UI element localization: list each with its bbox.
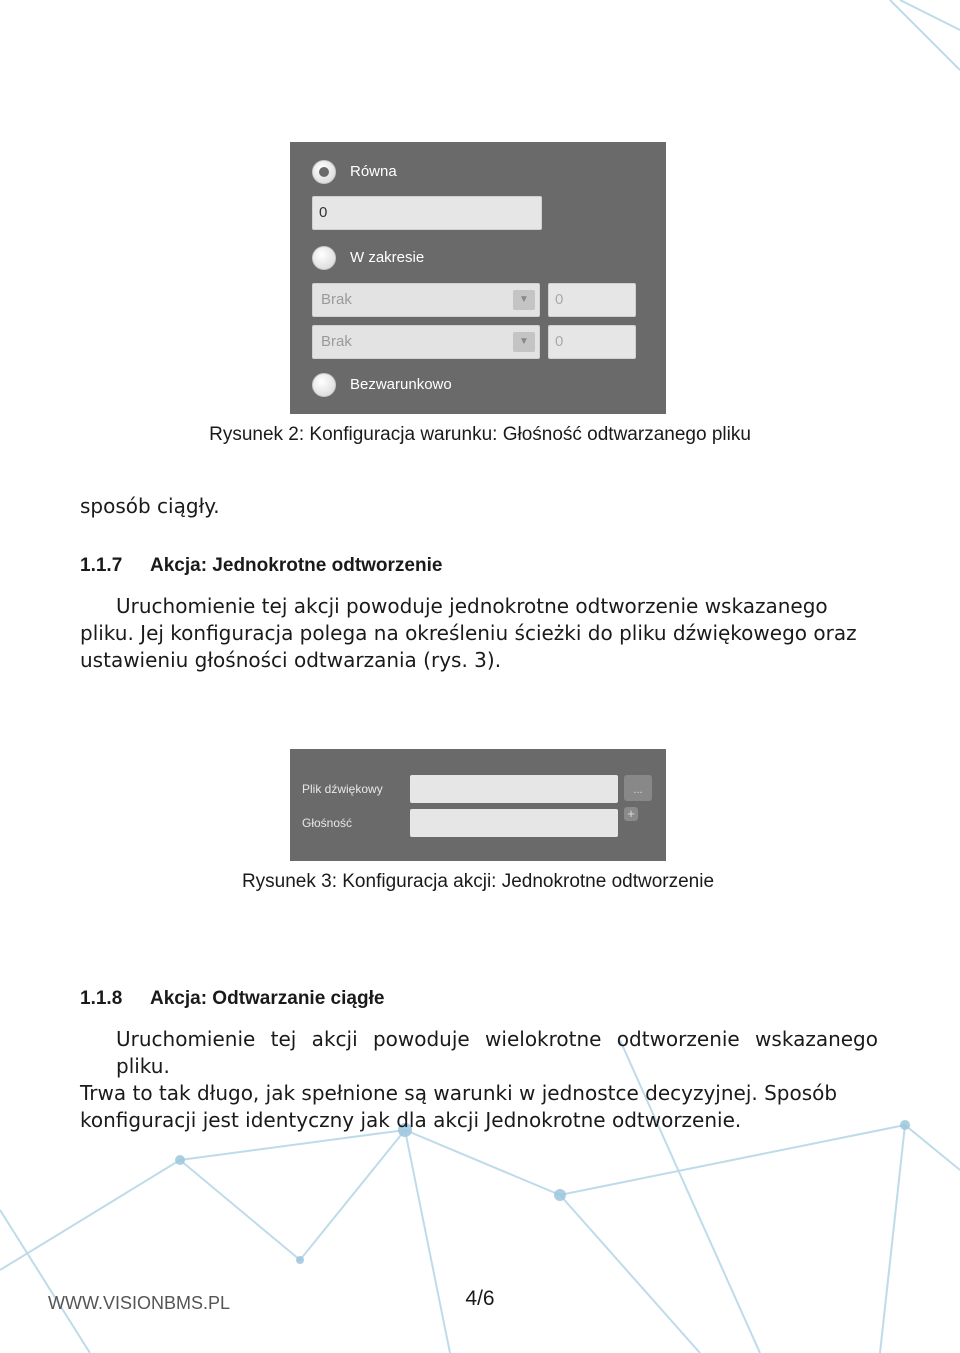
range-min-select-value: Brak — [321, 291, 352, 308]
section-117-paragraph — [80, 593, 878, 674]
section-118-line: Uruchomienie tej akcji powoduje wielokrotne odtworzenie wskazanego pliku. — [116, 1027, 878, 1078]
figure2-caption: Rysunek 2: Konfiguracja warunku: Głośność odtwarzanego pliku — [209, 424, 751, 445]
chevron-down-icon: ▼ — [513, 332, 535, 352]
section-117-number: 1.1.7 — [80, 555, 123, 576]
website-logo: WWW.VISIONBMS.PL — [48, 1293, 231, 1313]
section-117-title: Akcja: Jednokrotne odtworzenie — [150, 555, 443, 576]
section-118-line: konfiguracji jest identyczny jak dla akcji Jednokrotne odtworzenie. — [80, 1108, 742, 1132]
volume-input[interactable] — [410, 809, 618, 837]
plus-icon[interactable]: + — [624, 807, 638, 821]
radio-equal-label: Równa — [350, 163, 397, 180]
section-117-heading — [80, 555, 442, 577]
range-min-select[interactable] — [312, 283, 540, 317]
section-117-line: Uruchomienie tej akcji powoduje jednokrotne odtworzenie wskazanego — [116, 594, 828, 618]
range-max-value-input[interactable]: 0 — [548, 325, 636, 359]
page-number: 4/6 — [465, 1287, 495, 1310]
section-118-paragraph — [80, 1026, 878, 1134]
section-117-line: pliku. Jej konfiguracja polega na określeniu ścieżki do pliku dźwiękowego oraz — [80, 621, 857, 645]
browse-button[interactable]: ... — [624, 775, 652, 801]
figure3-caption: Rysunek 3: Konfiguracja akcji: Jednokrotne odtworzenie — [241, 871, 715, 892]
continuation-text: sposób ciągły. — [80, 494, 220, 518]
sound-file-input[interactable] — [410, 775, 618, 803]
sound-action-panel — [290, 749, 666, 861]
chevron-down-icon: ▼ — [513, 290, 535, 310]
radio-unconditional-label: Bezwarunkowo — [350, 376, 452, 393]
section-118-number: 1.1.8 — [80, 988, 123, 1009]
range-max-select[interactable] — [312, 325, 540, 359]
radio-range[interactable] — [312, 246, 336, 270]
sound-file-label: Plik dźwiękowy — [302, 782, 383, 796]
radio-unconditional[interactable] — [312, 373, 336, 397]
section-118-heading — [80, 988, 384, 1010]
radio-equal[interactable] — [312, 160, 336, 184]
equal-value-input[interactable]: 0 — [312, 196, 542, 230]
range-min-value-input[interactable]: 0 — [548, 283, 636, 317]
radio-range-label: W zakresie — [350, 249, 425, 266]
section-117-line: ustawieniu głośności odtwarzania (rys. 3). — [80, 648, 502, 672]
volume-label: Głośność — [302, 816, 353, 830]
range-max-select-value: Brak — [321, 333, 352, 350]
section-118-title: Akcja: Odtwarzanie ciągłe — [150, 988, 385, 1009]
section-118-line: Trwa to tak długo, jak spełnione są warunki w jednostce decyzyjnej. Sposób — [80, 1081, 838, 1105]
condition-config-panel — [290, 142, 666, 414]
